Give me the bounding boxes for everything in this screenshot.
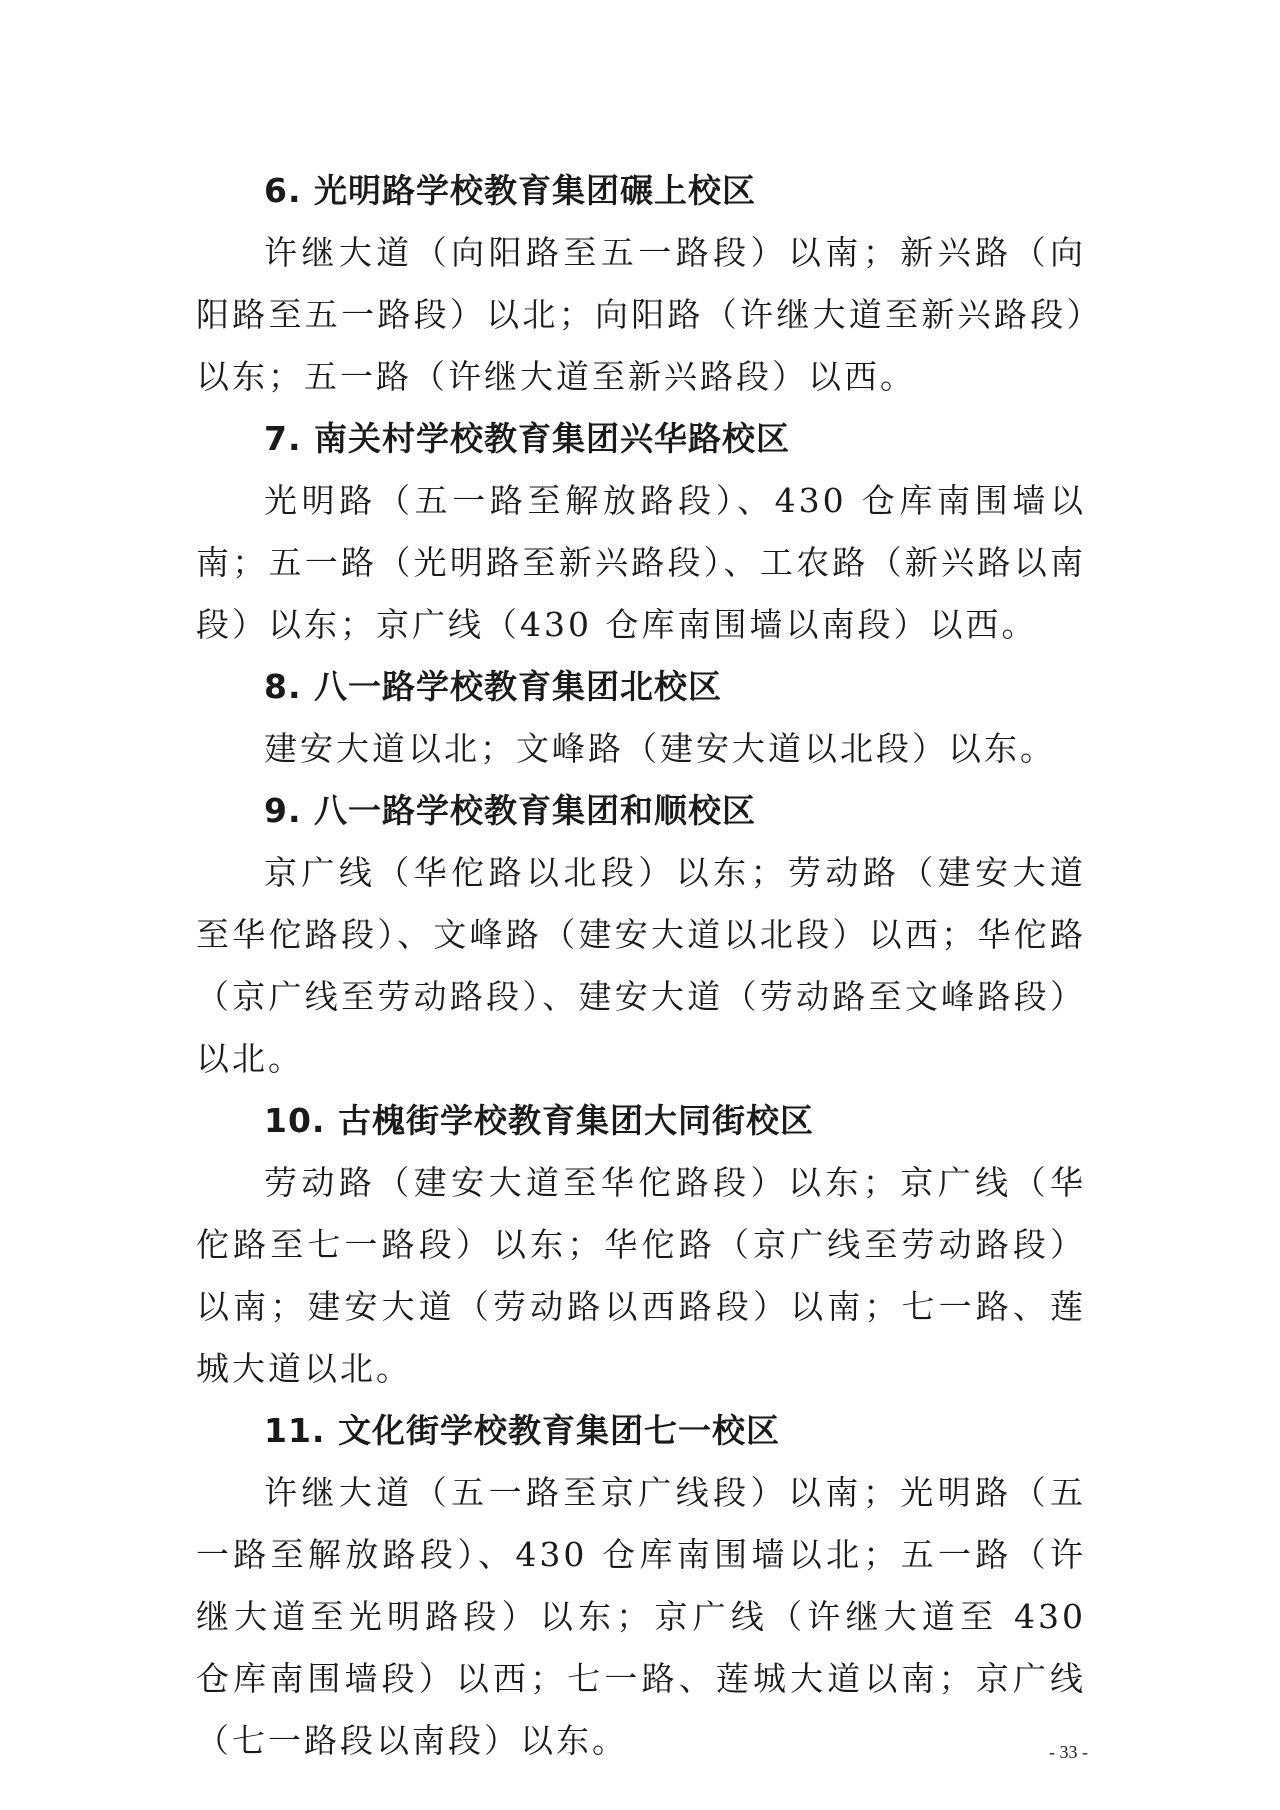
section-heading: 6. 光明路学校教育集团碾上校区 xyxy=(264,171,756,210)
section-heading: 9. 八一路学校教育集团和顺校区 xyxy=(264,791,756,830)
section-11 xyxy=(196,1400,1086,1772)
document-page xyxy=(196,160,1086,1772)
section-body: 光明路（五一路至解放路段）、430 仓库南围墙以南；五一路（光明路至新兴路段）、工农路（新兴路以南段）以东；京广线（430 仓库南围墙以南段）以西。 xyxy=(196,481,1086,644)
section-body: 京广线（华佗路以北段）以东；劳动路（建安大道至华佗路段）、文峰路（建安大道以北段）以西；华佗路（京广线至劳动路段）、建安大道（劳动路至文峰路段）以北。 xyxy=(196,853,1086,1078)
section-10 xyxy=(196,1090,1086,1400)
section-body: 许继大道（五一路至京广线段）以南；光明路（五一路至解放路段）、430 仓库南围墙以北；五一路（许继大道至光明路段）以东；京广线（许继大道至 430 仓库南围墙段）以西；七一路、莲城大道以南；京广线（七一路段以南段）以东。 xyxy=(196,1473,1086,1760)
section-6 xyxy=(196,160,1086,408)
page-number: - 33 - xyxy=(1049,1742,1088,1762)
section-9 xyxy=(196,780,1086,1090)
section-heading: 11. 文化街学校教育集团七一校区 xyxy=(264,1411,780,1450)
section-body: 许继大道（向阳路至五一路段）以南；新兴路（向阳路至五一路段）以北；向阳路（许继大道至新兴路段）以东；五一路（许继大道至新兴路段）以西。 xyxy=(196,233,1086,396)
section-heading: 8. 八一路学校教育集团北校区 xyxy=(264,667,722,706)
section-body: 劳动路（建安大道至华佗路段）以东；京广线（华佗路至七一路段）以东；华佗路（京广线至劳动路段）以南；建安大道（劳动路以西路段）以南；七一路、莲城大道以北。 xyxy=(196,1163,1086,1388)
section-heading: 10. 古槐街学校教育集团大同街校区 xyxy=(264,1101,814,1140)
section-heading: 7. 南关村学校教育集团兴华路校区 xyxy=(264,419,790,458)
section-7 xyxy=(196,408,1086,656)
section-8 xyxy=(196,656,1086,780)
section-body: 建安大道以北；文峰路（建安大道以北段）以东。 xyxy=(264,729,1056,768)
